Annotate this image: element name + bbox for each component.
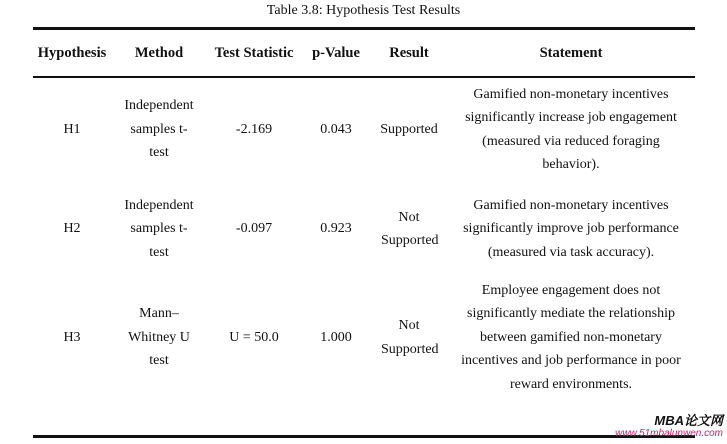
column-header-method: Method: [134, 44, 184, 61]
hypothesis-results-table: [33, 30, 695, 400]
statement-cell: Employee engagement does not significantly mediate the relationship between gamified non-monetary incentives and job performance in poor reward environments.: [461, 282, 681, 392]
hypothesis-cell: H3: [63, 329, 81, 345]
method-cell: Independent samples t-test: [124, 98, 194, 161]
table-caption: Table 3.8: Hypothesis Test Results: [266, 3, 461, 18]
result-cell: Not Supported: [381, 318, 439, 357]
hypothesis-cell: H2: [63, 221, 81, 237]
hypothesis-cell: H1: [63, 121, 81, 137]
test-statistic-cell: -2.169: [235, 121, 273, 137]
column-header-result: Result: [389, 44, 429, 61]
column-header-statement: Statement: [539, 44, 603, 61]
watermark-url: www.51mbalunwen.com: [615, 428, 723, 439]
table-row: [33, 76, 695, 183]
site-watermark: [615, 413, 723, 440]
header-row: [33, 30, 695, 76]
watermark-logo: MBA论文网: [654, 413, 723, 428]
column-header-test-statistic: Test Statistic: [214, 44, 294, 61]
statement-cell: Gamified non-monetary incentives significantly increase job engagement (measured via reduced foraging behavior).: [465, 86, 677, 172]
method-cell: Mann–Whitney U test: [128, 306, 190, 369]
result-cell: Not Supported: [381, 209, 439, 248]
bottom-rule: [33, 435, 695, 438]
method-cell: Independent samples t-test: [124, 197, 194, 260]
table-row: [33, 183, 695, 275]
result-cell: Supported: [380, 121, 438, 137]
statement-cell: Gamified non-monetary incentives significantly improve job performance (measured via task accuracy).: [463, 197, 679, 260]
table-row: [33, 275, 695, 400]
p-value-cell: 1.000: [320, 329, 352, 345]
p-value-cell: 0.923: [320, 221, 352, 237]
test-statistic-cell: U = 50.0: [229, 329, 279, 345]
column-header-p-value: p-Value: [312, 44, 360, 61]
column-header-hypothesis: Hypothesis: [37, 44, 107, 61]
test-statistic-cell: -0.097: [235, 221, 273, 237]
p-value-cell: 0.043: [320, 121, 352, 137]
